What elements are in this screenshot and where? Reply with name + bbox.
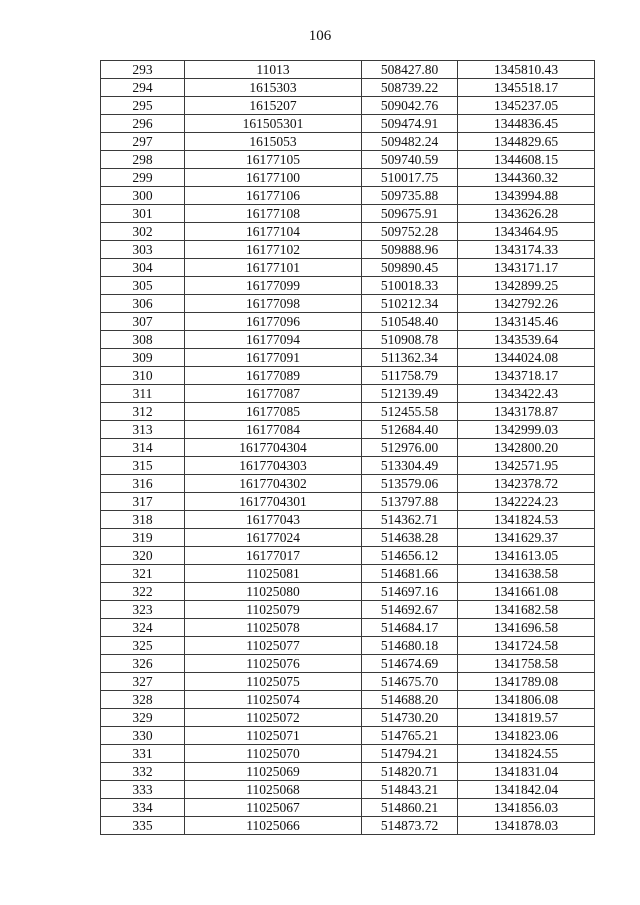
y-coordinate-cell: 1341758.58: [458, 655, 595, 673]
table-row: [101, 709, 595, 727]
x-coordinate-cell: 514820.71: [362, 763, 458, 781]
table-row: [101, 745, 595, 763]
row-index-cell: 304: [101, 259, 185, 277]
row-index-cell: 309: [101, 349, 185, 367]
point-id-cell: 1617704304: [185, 439, 362, 457]
point-id-cell: 11025071: [185, 727, 362, 745]
point-id-cell: 16177104: [185, 223, 362, 241]
y-coordinate-cell: 1342378.72: [458, 475, 595, 493]
y-coordinate-cell: 1341823.06: [458, 727, 595, 745]
y-coordinate-cell: 1343145.46: [458, 313, 595, 331]
y-coordinate-cell: 1343174.33: [458, 241, 595, 259]
y-coordinate-cell: 1341856.03: [458, 799, 595, 817]
row-index-cell: 302: [101, 223, 185, 241]
x-coordinate-cell: 513797.88: [362, 493, 458, 511]
y-coordinate-cell: 1343539.64: [458, 331, 595, 349]
y-coordinate-cell: 1344829.65: [458, 133, 595, 151]
y-coordinate-cell: 1341831.04: [458, 763, 595, 781]
y-coordinate-cell: 1341824.53: [458, 511, 595, 529]
y-coordinate-cell: 1341613.05: [458, 547, 595, 565]
row-index-cell: 319: [101, 529, 185, 547]
table-row: [101, 313, 595, 331]
row-index-cell: 296: [101, 115, 185, 133]
point-id-cell: 16177098: [185, 295, 362, 313]
x-coordinate-cell: 510908.78: [362, 331, 458, 349]
point-id-cell: 16177108: [185, 205, 362, 223]
x-coordinate-cell: 511362.34: [362, 349, 458, 367]
point-id-cell: 1615303: [185, 79, 362, 97]
point-id-cell: 11025069: [185, 763, 362, 781]
point-id-cell: 1615207: [185, 97, 362, 115]
y-coordinate-cell: 1342999.03: [458, 421, 595, 439]
table-row: [101, 241, 595, 259]
y-coordinate-cell: 1341682.58: [458, 601, 595, 619]
x-coordinate-cell: 514638.28: [362, 529, 458, 547]
row-index-cell: 293: [101, 61, 185, 79]
x-coordinate-cell: 509735.88: [362, 187, 458, 205]
table-row: [101, 61, 595, 79]
row-index-cell: 331: [101, 745, 185, 763]
y-coordinate-cell: 1344024.08: [458, 349, 595, 367]
row-index-cell: 330: [101, 727, 185, 745]
y-coordinate-cell: 1343464.95: [458, 223, 595, 241]
y-coordinate-cell: 1342224.23: [458, 493, 595, 511]
table-row: [101, 277, 595, 295]
y-coordinate-cell: 1341789.08: [458, 673, 595, 691]
table-row: [101, 529, 595, 547]
table-row: [101, 457, 595, 475]
row-index-cell: 314: [101, 439, 185, 457]
y-coordinate-cell: 1344836.45: [458, 115, 595, 133]
point-id-cell: 16177084: [185, 421, 362, 439]
x-coordinate-cell: 514688.20: [362, 691, 458, 709]
table-row: [101, 367, 595, 385]
x-coordinate-cell: 514692.67: [362, 601, 458, 619]
row-index-cell: 322: [101, 583, 185, 601]
point-id-cell: 11025068: [185, 781, 362, 799]
x-coordinate-cell: 509474.91: [362, 115, 458, 133]
table-row: [101, 439, 595, 457]
point-id-cell: 11025077: [185, 637, 362, 655]
y-coordinate-cell: 1343178.87: [458, 403, 595, 421]
row-index-cell: 299: [101, 169, 185, 187]
y-coordinate-cell: 1341878.03: [458, 817, 595, 835]
x-coordinate-cell: 509888.96: [362, 241, 458, 259]
row-index-cell: 307: [101, 313, 185, 331]
table-row: [101, 115, 595, 133]
point-id-cell: 16177085: [185, 403, 362, 421]
point-id-cell: 16177105: [185, 151, 362, 169]
y-coordinate-cell: 1342899.25: [458, 277, 595, 295]
table-row: [101, 205, 595, 223]
table-row: [101, 475, 595, 493]
table-row: [101, 763, 595, 781]
point-id-cell: 11013: [185, 61, 362, 79]
row-index-cell: 305: [101, 277, 185, 295]
y-coordinate-cell: 1341661.08: [458, 583, 595, 601]
table-row: [101, 331, 595, 349]
y-coordinate-cell: 1343422.43: [458, 385, 595, 403]
x-coordinate-cell: 513304.49: [362, 457, 458, 475]
row-index-cell: 334: [101, 799, 185, 817]
y-coordinate-cell: 1341819.57: [458, 709, 595, 727]
point-id-cell: 11025067: [185, 799, 362, 817]
y-coordinate-cell: 1343994.88: [458, 187, 595, 205]
table-row: [101, 601, 595, 619]
table-row: [101, 79, 595, 97]
page-number: 106: [308, 28, 332, 44]
row-index-cell: 303: [101, 241, 185, 259]
point-id-cell: 11025075: [185, 673, 362, 691]
table-row: [101, 619, 595, 637]
point-id-cell: 11025076: [185, 655, 362, 673]
x-coordinate-cell: 514362.71: [362, 511, 458, 529]
coordinates-table: [100, 60, 595, 835]
row-index-cell: 294: [101, 79, 185, 97]
y-coordinate-cell: 1341638.58: [458, 565, 595, 583]
point-id-cell: 1617704303: [185, 457, 362, 475]
point-id-cell: 11025066: [185, 817, 362, 835]
point-id-cell: 16177087: [185, 385, 362, 403]
x-coordinate-cell: 511758.79: [362, 367, 458, 385]
point-id-cell: 16177099: [185, 277, 362, 295]
row-index-cell: 298: [101, 151, 185, 169]
y-coordinate-cell: 1345810.43: [458, 61, 595, 79]
x-coordinate-cell: 510017.75: [362, 169, 458, 187]
x-coordinate-cell: 512684.40: [362, 421, 458, 439]
x-coordinate-cell: 514680.18: [362, 637, 458, 655]
table-row: [101, 799, 595, 817]
table-row: [101, 547, 595, 565]
table-row: [101, 727, 595, 745]
row-index-cell: 321: [101, 565, 185, 583]
row-index-cell: 326: [101, 655, 185, 673]
table-row: [101, 493, 595, 511]
y-coordinate-cell: 1341696.58: [458, 619, 595, 637]
point-id-cell: 11025078: [185, 619, 362, 637]
x-coordinate-cell: 514730.20: [362, 709, 458, 727]
x-coordinate-cell: 510212.34: [362, 295, 458, 313]
table-row: [101, 349, 595, 367]
x-coordinate-cell: 514697.16: [362, 583, 458, 601]
row-index-cell: 325: [101, 637, 185, 655]
row-index-cell: 329: [101, 709, 185, 727]
x-coordinate-cell: 514794.21: [362, 745, 458, 763]
x-coordinate-cell: 512139.49: [362, 385, 458, 403]
row-index-cell: 300: [101, 187, 185, 205]
table-row: [101, 511, 595, 529]
x-coordinate-cell: 514860.21: [362, 799, 458, 817]
point-id-cell: 16177106: [185, 187, 362, 205]
row-index-cell: 332: [101, 763, 185, 781]
y-coordinate-cell: 1345237.05: [458, 97, 595, 115]
point-id-cell: 1615053: [185, 133, 362, 151]
point-id-cell: 11025072: [185, 709, 362, 727]
x-coordinate-cell: 509042.76: [362, 97, 458, 115]
point-id-cell: 1617704301: [185, 493, 362, 511]
y-coordinate-cell: 1342571.95: [458, 457, 595, 475]
table-row: [101, 259, 595, 277]
x-coordinate-cell: 509890.45: [362, 259, 458, 277]
table-row: [101, 169, 595, 187]
row-index-cell: 295: [101, 97, 185, 115]
table-row: [101, 223, 595, 241]
x-coordinate-cell: 510548.40: [362, 313, 458, 331]
table-row: [101, 655, 595, 673]
point-id-cell: 11025079: [185, 601, 362, 619]
row-index-cell: 327: [101, 673, 185, 691]
x-coordinate-cell: 509740.59: [362, 151, 458, 169]
point-id-cell: 16177096: [185, 313, 362, 331]
row-index-cell: 317: [101, 493, 185, 511]
row-index-cell: 323: [101, 601, 185, 619]
table-row: [101, 781, 595, 799]
y-coordinate-cell: 1345518.17: [458, 79, 595, 97]
y-coordinate-cell: 1344608.15: [458, 151, 595, 169]
table-row: [101, 583, 595, 601]
row-index-cell: 312: [101, 403, 185, 421]
row-index-cell: 297: [101, 133, 185, 151]
point-id-cell: 11025080: [185, 583, 362, 601]
table-row: [101, 133, 595, 151]
x-coordinate-cell: 512976.00: [362, 439, 458, 457]
point-id-cell: 11025070: [185, 745, 362, 763]
y-coordinate-cell: 1343718.17: [458, 367, 595, 385]
point-id-cell: 16177091: [185, 349, 362, 367]
point-id-cell: 16177017: [185, 547, 362, 565]
x-coordinate-cell: 509752.28: [362, 223, 458, 241]
x-coordinate-cell: 508427.80: [362, 61, 458, 79]
x-coordinate-cell: 508739.22: [362, 79, 458, 97]
y-coordinate-cell: 1341842.04: [458, 781, 595, 799]
point-id-cell: 16177089: [185, 367, 362, 385]
row-index-cell: 316: [101, 475, 185, 493]
table-row: [101, 637, 595, 655]
table-row: [101, 187, 595, 205]
y-coordinate-cell: 1343626.28: [458, 205, 595, 223]
table-row: [101, 421, 595, 439]
table-row: [101, 565, 595, 583]
table-row: [101, 673, 595, 691]
row-index-cell: 308: [101, 331, 185, 349]
point-id-cell: 11025081: [185, 565, 362, 583]
x-coordinate-cell: 509482.24: [362, 133, 458, 151]
row-index-cell: 320: [101, 547, 185, 565]
table-row: [101, 295, 595, 313]
x-coordinate-cell: 514765.21: [362, 727, 458, 745]
table-row: [101, 817, 595, 835]
row-index-cell: 333: [101, 781, 185, 799]
x-coordinate-cell: 514873.72: [362, 817, 458, 835]
point-id-cell: 16177101: [185, 259, 362, 277]
row-index-cell: 318: [101, 511, 185, 529]
coordinates-table-container: [100, 60, 594, 835]
row-index-cell: 335: [101, 817, 185, 835]
row-index-cell: 301: [101, 205, 185, 223]
row-index-cell: 313: [101, 421, 185, 439]
row-index-cell: 306: [101, 295, 185, 313]
y-coordinate-cell: 1341724.58: [458, 637, 595, 655]
point-id-cell: 16177094: [185, 331, 362, 349]
x-coordinate-cell: 514681.66: [362, 565, 458, 583]
y-coordinate-cell: 1341824.55: [458, 745, 595, 763]
x-coordinate-cell: 514843.21: [362, 781, 458, 799]
point-id-cell: 1617704302: [185, 475, 362, 493]
point-id-cell: 11025074: [185, 691, 362, 709]
point-id-cell: 16177024: [185, 529, 362, 547]
table-row: [101, 151, 595, 169]
table-row: [101, 691, 595, 709]
point-id-cell: 16177043: [185, 511, 362, 529]
x-coordinate-cell: 514674.69: [362, 655, 458, 673]
table-body: [101, 61, 595, 835]
x-coordinate-cell: 509675.91: [362, 205, 458, 223]
row-index-cell: 324: [101, 619, 185, 637]
point-id-cell: 161505301: [185, 115, 362, 133]
y-coordinate-cell: 1342792.26: [458, 295, 595, 313]
x-coordinate-cell: 514675.70: [362, 673, 458, 691]
point-id-cell: 16177102: [185, 241, 362, 259]
x-coordinate-cell: 513579.06: [362, 475, 458, 493]
row-index-cell: 315: [101, 457, 185, 475]
x-coordinate-cell: 512455.58: [362, 403, 458, 421]
x-coordinate-cell: 514656.12: [362, 547, 458, 565]
y-coordinate-cell: 1341806.08: [458, 691, 595, 709]
x-coordinate-cell: 514684.17: [362, 619, 458, 637]
table-row: [101, 385, 595, 403]
table-row: [101, 403, 595, 421]
row-index-cell: 311: [101, 385, 185, 403]
row-index-cell: 328: [101, 691, 185, 709]
point-id-cell: 16177100: [185, 169, 362, 187]
x-coordinate-cell: 510018.33: [362, 277, 458, 295]
y-coordinate-cell: 1342800.20: [458, 439, 595, 457]
y-coordinate-cell: 1344360.32: [458, 169, 595, 187]
row-index-cell: 310: [101, 367, 185, 385]
y-coordinate-cell: 1343171.17: [458, 259, 595, 277]
y-coordinate-cell: 1341629.37: [458, 529, 595, 547]
table-row: [101, 97, 595, 115]
